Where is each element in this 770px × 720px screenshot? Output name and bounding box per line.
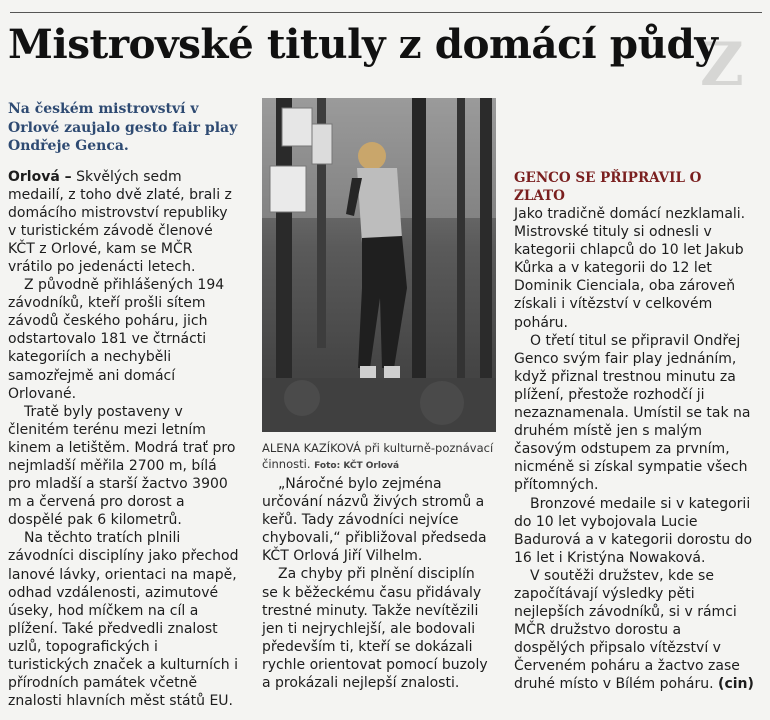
col3-paragraph-4: [514, 567, 754, 694]
col2-paragraph-2: Za chyby při plnění disciplín se k běžeckému času přidávaly trestné minuty. Takže nevítězili jen ti nejrychlejší, ale bodovali především ti, kteří se dokázali rychle orientovat pomocí buzoly a prokázali nejlepší znalosti.: [262, 566, 488, 692]
photo-credit: Foto: KČT Orlová: [314, 461, 400, 471]
ghost-background-letters: Z: [700, 30, 742, 100]
column-1: [8, 100, 240, 710]
col1-paragraph-3: Tratě byly postaveny v členitém terénu mezi letním kinem a letištěm. Modrá trať pro nejmladší měřila 2700 m, bílá pro mladší a starší žactvo 3900 m a červená pro dorost a dospělé pak 6 kilometrů.: [8, 403, 236, 529]
col2-paragraph-1: „Náročné bylo zejména určování názvů živých stromů a keřů. Tady závodníci nejvíce chybovali,“ přibližoval předseda KČT Orlová Jiří Vilhelm.: [262, 476, 487, 565]
col3-p4-text: V soutěži družstev, kde se započítávají výsledky pěti nejlepších závodníků, si v rámci MČR družstvo dorostu a dospělých připsalo vítězství v Červeném poháru a žactvo zase druhé místo v Bílém poháru.: [514, 567, 740, 693]
article-photo: [262, 98, 496, 432]
col1-p1-text: Skvělých sedm medailí, z toho dvě zlaté, brali z domácího mistrovství republiky v turistickém závodě členové KČT z Orlové, kam se MČR vrátilo po jedenácti letech.: [8, 168, 232, 275]
photo-caption: [262, 440, 502, 474]
lead-paragraph: Na českém mistrovství v Orlové zaujalo gesto fair play Ondřeje Genca.: [8, 101, 238, 154]
col3-paragraph-3: Bronzové medaile si v kategorii do 10 let vybojovala Lucie Badurová a v kategorii dorostu do 16 let i Kristýna Nowaková.: [514, 495, 753, 566]
caption-text: ALENA KAZÍKOVÁ při kulturně-poznávací činnosti.: [262, 441, 494, 471]
author-signature: (cin): [718, 676, 754, 693]
col3-paragraph-2: O třetí titul se připravil Ondřej Genco svým fair play jednáním, když přiznal trestnou minutu za plížení, přestože rozhodčí ji nezaznamenala. Umístil se tak na druhém místě jen s malým časovým odstupem za prvním, nicméně si získal sympatie všech přítomných.: [514, 332, 751, 494]
col1-paragraph-2: Z původně přihlášených 194 závodníků, kteří prošli sítem závodů českého poháru, jich odstartovalo 181 ve čtrnácti kategoriích a nechyběli samozřejmě ani domácí Orlované.: [8, 277, 225, 402]
column-2: [262, 475, 494, 692]
subheading: GENCO SE PŘIPRAVIL O ZLATO: [514, 170, 702, 204]
col3-paragraph-1: Jako tradičně domácí nezklamali. Mistrovské tituly si odnesli v kategorii chlapců do 10 let Jakub Kůrka a v kategorii do 12 let Dominik Cienciala, oba zároveň získali i vítězství v celkovém poháru.: [514, 206, 746, 331]
headline: Mistrovské tituly z domácí půdy: [8, 20, 718, 68]
col1-paragraph-4: Na těchto tratích plnili závodníci disciplíny jako přechod lanové lávky, orientaci na mapě, odhad vzdálenosti, azimutové úseky, hod míčkem na cíl a plížení. Také předvedli znalost uzlů, topografických i turistických značek a kulturních i přírodních památek včetně znalosti hlavních měst států EU.: [8, 530, 239, 710]
col1-paragraph-1: [8, 168, 240, 277]
column-3: [514, 100, 754, 694]
col3-continuation-space: [514, 100, 754, 158]
top-rule: [10, 12, 762, 13]
dateline-place: Orlová –: [8, 168, 72, 185]
photo-illustration: [262, 98, 496, 432]
